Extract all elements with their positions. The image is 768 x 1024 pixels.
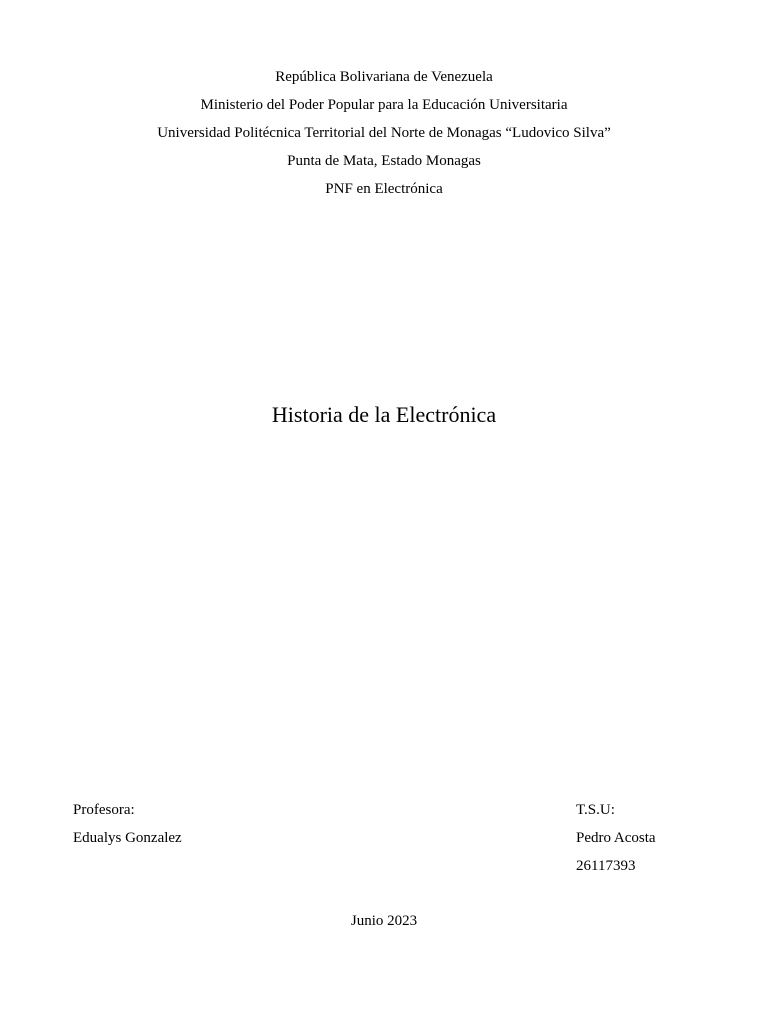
document-title: Historia de la Electrónica (271, 402, 497, 427)
professor-name: Edualys Gonzalez (73, 830, 182, 846)
document-date: Junio 2023 (350, 913, 418, 929)
header-line-country: República Bolivariana de Venezuela (275, 69, 493, 85)
header-line-university: Universidad Politécnica Territorial del Norte de Monagas “Ludovico Silva” (157, 125, 611, 141)
header-line-ministry: Ministerio del Poder Popular para la Educación Universitaria (200, 97, 568, 113)
header-line-program: PNF en Electrónica (325, 181, 443, 197)
student-id: 26117393 (576, 858, 636, 874)
header-line-location: Punta de Mata, Estado Monagas (287, 153, 481, 169)
student-label: T.S.U: (576, 802, 615, 818)
professor-label: Profesora: (73, 802, 135, 818)
student-name: Pedro Acosta (576, 830, 656, 846)
